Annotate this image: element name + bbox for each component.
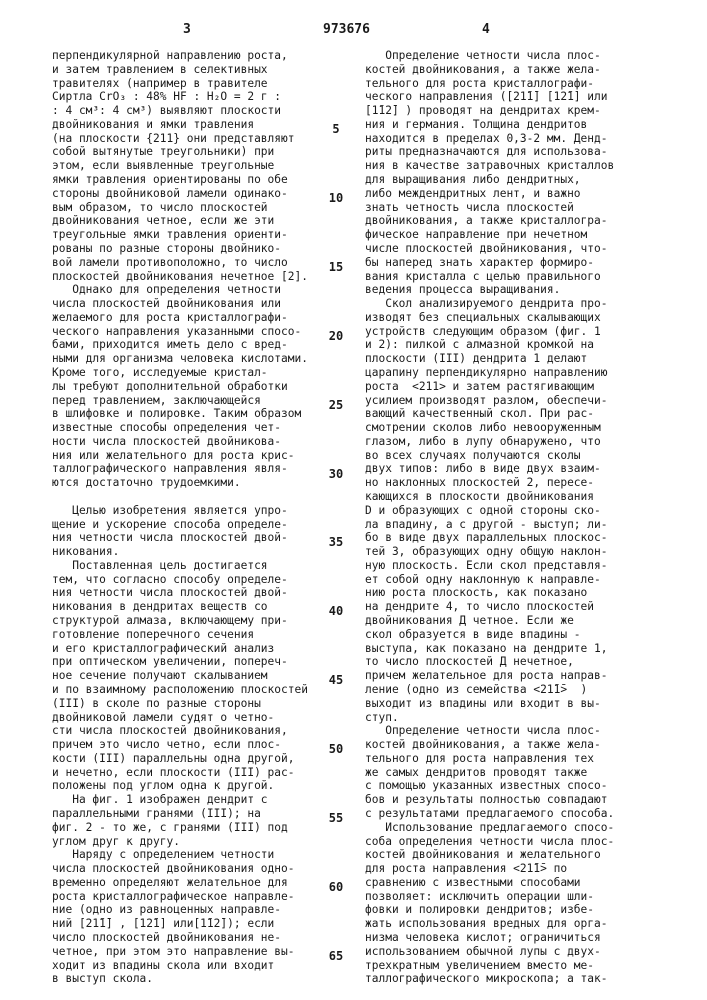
text-line: позволяет: исключить операции шли-	[365, 890, 665, 904]
text-line: сравнению с известными способами	[365, 876, 665, 890]
text-line: глазом, либо в лупу обнаружено, что	[365, 435, 665, 449]
text-line: ходит из впадины скола или входит	[52, 959, 352, 973]
text-line: но наклонных плоскостей 2, пересе-	[365, 476, 665, 490]
text-line: ности числа плоскостей двойникова-	[52, 435, 352, 449]
text-line: двойниковой ламели судят о четно-	[52, 711, 352, 725]
text-line: двойникования Д четное. Если же	[365, 614, 665, 628]
text-line: ния четности числа плоскостей двой-	[52, 586, 352, 600]
text-line: Сиртла CrO₃ : 48% HF : H₂O = 2 г :	[52, 90, 352, 104]
text-line: причем желательное для роста направ-	[365, 669, 665, 683]
text-line: Определение четности числа плос-	[365, 49, 665, 63]
text-line: устройств следующим образом (фиг. 1	[365, 325, 665, 339]
text-line: числа плоскостей двойникования одно-	[52, 862, 352, 876]
text-line: костей двойникования, а также жела-	[365, 63, 665, 77]
text-line: (III) в сколе по разные стороны	[52, 697, 352, 711]
text-line: ла впадину, а с другой - выступ; ли-	[365, 518, 665, 532]
line-number: 5	[322, 122, 350, 136]
text-line: ление (одно из семейства <21̄1̄> )	[365, 683, 665, 697]
text-line: и его кристаллографический анализ	[52, 642, 352, 656]
text-line: перпендикулярной направлению роста,	[52, 49, 352, 63]
text-line: роста <211> и затем растягивающим	[365, 380, 665, 394]
text-line: Использование предлагаемого спосо-	[365, 821, 665, 835]
text-line: никования.	[52, 545, 352, 559]
text-line: таллографического микроскопа; а так-	[365, 972, 665, 986]
text-line: рованы по разные стороны двойнико-	[52, 242, 352, 256]
text-line: фическое направление при нечетном	[365, 228, 665, 242]
text-line: травителях (например в травителе	[52, 77, 352, 91]
text-line: использованием обычной лупы с двух-	[365, 945, 665, 959]
text-line: готовление поперечного сечения	[52, 628, 352, 642]
text-line: причем это число четно, если плос-	[52, 738, 352, 752]
text-line: в шлифовке и полировке. Таким образом	[52, 407, 352, 421]
text-line: плоскости (III) дендрита 1 делают	[365, 352, 665, 366]
text-line: ную плоскость. Если скол представля-	[365, 559, 665, 573]
text-line: ступ.	[365, 711, 665, 725]
text-line: ческого направления указанными спосо-	[52, 325, 352, 339]
text-line: лы требуют дополнительной обработки	[52, 380, 352, 394]
line-number: 30	[322, 467, 350, 481]
text-line: фовки и полировки дендритов; избе-	[365, 903, 665, 917]
text-line: ческого направления ([21̄1̄] [12̄1] или	[365, 90, 665, 104]
text-line: кости (III) параллельны одна другой,	[52, 752, 352, 766]
text-line: щение и ускорение способа определе-	[52, 518, 352, 532]
text-line: в выступ скола.	[52, 972, 352, 986]
line-number: 15	[322, 260, 350, 274]
text-line: плоскостей двойникования нечетное [2].	[52, 270, 352, 284]
text-line: ямки травления ориентированы по обе	[52, 173, 352, 187]
text-line: риты предназначаются для использова-	[365, 145, 665, 159]
text-line: собой вытянутые треугольники) при	[52, 145, 352, 159]
text-line: перед травлением, заключающейся	[52, 394, 352, 408]
line-number: 65	[322, 949, 350, 963]
line-number: 35	[322, 535, 350, 549]
text-line: двойникования, а также кристаллогра-	[365, 214, 665, 228]
text-line: находится в пределах 0,3-2 мм. Денд-	[365, 132, 665, 146]
text-line: царапину перпендикулярно направлению	[365, 366, 665, 380]
text-line: роста кристаллографическое направле-	[52, 890, 352, 904]
text-line: положены под углом одна к другой.	[52, 779, 352, 793]
text-line: бов и результаты полностью совпадают	[365, 793, 665, 807]
line-number: 45	[322, 673, 350, 687]
text-line: временно определяют желательное для	[52, 876, 352, 890]
text-line: стороны двойниковой ламели одинако-	[52, 187, 352, 201]
text-line: числе плоскостей двойникования, что-	[365, 242, 665, 256]
text-line: и затем травлением в селективных	[52, 63, 352, 77]
text-line: никования в дендритах веществ со	[52, 600, 352, 614]
text-line: желаемого для роста кристаллографи-	[52, 311, 352, 325]
text-line: таллографического направления явля-	[52, 462, 352, 476]
text-line: ния в качестве затравочных кристаллов	[365, 159, 665, 173]
text-line: вой ламели противоположно, то число	[52, 256, 352, 270]
text-line: числа плоскостей двойникования или	[52, 297, 352, 311]
text-line: Однако для определения четности	[52, 283, 352, 297]
text-line: и нечетно, если плоскости (III) рас-	[52, 766, 352, 780]
text-line: тей 3, образующих одну общую наклон-	[365, 545, 665, 559]
text-line: низма человека кислот; ограничиться	[365, 931, 665, 945]
text-line: нию роста плоскость, как показано	[365, 586, 665, 600]
text-line: усилием производят разлом, обеспечи-	[365, 394, 665, 408]
text-line: этом, если выявленные треугольные	[52, 159, 352, 173]
text-line: либо междендритных лент, и важно	[365, 187, 665, 201]
line-number: 55	[322, 811, 350, 825]
right-text-column	[365, 49, 665, 986]
text-line: вым образом, то число плоскостей	[52, 201, 352, 215]
page-number-right: 4	[482, 22, 490, 37]
text-line: число плоскостей двойникования не-	[52, 931, 352, 945]
line-number: 60	[322, 880, 350, 894]
text-line: на дендрите 4, то число плоскостей	[365, 600, 665, 614]
line-number: 10	[322, 191, 350, 205]
text-line: известные способы определения чет-	[52, 421, 352, 435]
text-line: бо в виде двух параллельных плоскос-	[365, 531, 665, 545]
line-number: 40	[322, 604, 350, 618]
line-number: 20	[322, 329, 350, 343]
text-line: Целью изобретения является упро-	[52, 504, 352, 518]
text-line	[52, 490, 352, 504]
text-line: четное, при этом это направление вы-	[52, 945, 352, 959]
text-line: скол образуется в виде впадины -	[365, 628, 665, 642]
text-line: с помощью указанных известных спосо-	[365, 779, 665, 793]
text-line: то число плоскостей Д нечетное,	[365, 655, 665, 669]
text-line: костей двойникования и желательного	[365, 848, 665, 862]
text-line: выходит из впадины или входит в вы-	[365, 697, 665, 711]
text-line: знать четность числа плоскостей	[365, 201, 665, 215]
text-line: треугольные ямки травления ориенти-	[52, 228, 352, 242]
text-line: Скол анализируемого дендрита про-	[365, 297, 665, 311]
text-line: структурой алмаза, включающему при-	[52, 614, 352, 628]
text-line: для роста направления <21̄1̄> по	[365, 862, 665, 876]
patent-number: 973676	[323, 22, 370, 37]
text-line: Поставленная цель достигается	[52, 559, 352, 573]
text-line: при оптическом увеличении, попереч-	[52, 655, 352, 669]
text-line: : 4 см³: 4 см³) выявляют плоскости	[52, 104, 352, 118]
text-line: жать использования вредных для орга-	[365, 917, 665, 931]
left-text-column	[52, 49, 352, 986]
text-line: Кроме того, исследуемые кристал-	[52, 366, 352, 380]
text-line: ния и германия. Толщина дендритов	[365, 118, 665, 132]
text-line: с результатами предлагаемого способа.	[365, 807, 665, 821]
text-line: же самых дендритов проводят также	[365, 766, 665, 780]
text-line: фиг. 2 - то же, с гранями (III) под	[52, 821, 352, 835]
text-line: Наряду с определением четности	[52, 848, 352, 862]
text-line: изводят без специальных скалывающих	[365, 311, 665, 325]
text-line: ний [21̄1̄] , [12̄1] или[1̄12̄]); если	[52, 917, 352, 931]
text-line: двух типов: либо в виде двух взаим-	[365, 462, 665, 476]
text-line: тельного для роста кристаллографи-	[365, 77, 665, 91]
text-line: соба определения четности числа плос-	[365, 835, 665, 849]
text-line: Определение четности числа плос-	[365, 724, 665, 738]
text-line: бы наперед знать характер формиро-	[365, 256, 665, 270]
text-line: ведения процесса выращивания.	[365, 283, 665, 297]
text-line: вания кристалла с целью правильного	[365, 270, 665, 284]
text-line: и 2): пилкой с алмазной кромкой на	[365, 338, 665, 352]
text-line: D и образующих с одной стороны ско-	[365, 504, 665, 518]
text-line: кающихся в плоскости двойникования	[365, 490, 665, 504]
text-line: тем, что согласно способу определе-	[52, 573, 352, 587]
text-line: тельного для роста направления тех	[365, 752, 665, 766]
text-line: смотрении сколов либо невооруженным	[365, 421, 665, 435]
text-line: сти числа плоскостей двойникования,	[52, 724, 352, 738]
text-line: ет собой одну наклонную к направле-	[365, 573, 665, 587]
text-line: двойникования четное, если же эти	[52, 214, 352, 228]
text-line: трехкратным увеличением вместо ме-	[365, 959, 665, 973]
text-line: двойникования и ямки травления	[52, 118, 352, 132]
text-line: параллельными гранями (III); на	[52, 807, 352, 821]
text-line: вающий качественный скол. При рас-	[365, 407, 665, 421]
text-line: ния четности числа плоскостей двой-	[52, 531, 352, 545]
text-line: бами, приходится иметь дело с вред-	[52, 338, 352, 352]
line-number: 25	[322, 398, 350, 412]
text-line: углом друг к другу.	[52, 835, 352, 849]
text-line: На фиг. 1 изображен дендрит с	[52, 793, 352, 807]
text-line: костей двойникования, а также жела-	[365, 738, 665, 752]
line-number: 50	[322, 742, 350, 756]
text-line: [1̄12̄] ) проводят на дендритах крем-	[365, 104, 665, 118]
text-line: ния или желательного для роста крис-	[52, 449, 352, 463]
text-line: и по взаимному расположению плоскостей	[52, 683, 352, 697]
text-line: ными для организма человека кислотами.	[52, 352, 352, 366]
text-line: (на плоскости {211} они представляют	[52, 132, 352, 146]
text-line: для выращивания либо дендритных,	[365, 173, 665, 187]
text-line: ное сечение получают скалыванием	[52, 669, 352, 683]
text-line: выступа, как показано на дендрите 1,	[365, 642, 665, 656]
text-line: во всех случаях получаются сколы	[365, 449, 665, 463]
text-line: ются достаточно трудоемкими.	[52, 476, 352, 490]
text-line: ние (одно из равноценных направле-	[52, 903, 352, 917]
page-number-left: 3	[183, 22, 191, 37]
